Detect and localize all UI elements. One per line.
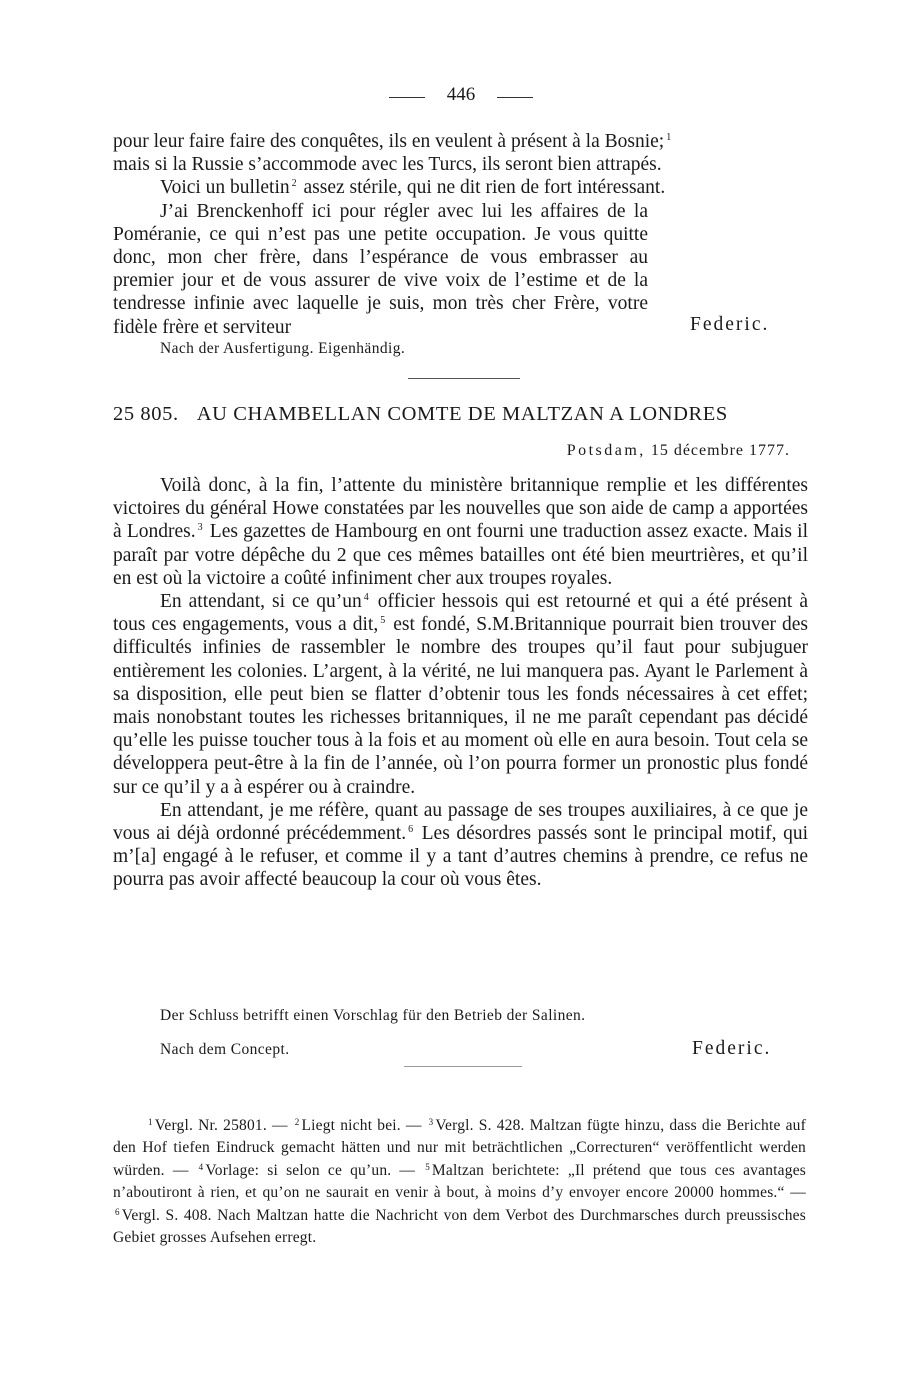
letter-date: 15 décembre 1777.: [650, 442, 790, 459]
letter2-summary-note: Der Schluss betrifft einen Vorschlag für den Betrieb der Salinen.: [160, 1007, 586, 1024]
letter1-line1: pour leur faire faire des conquêtes, ils en veulent à présent à la Bosnie; $^1$ mais si la Russie s’accommode avec les Turcs, ils seront bien attrapés.: [113, 131, 672, 176]
letter-number: 25 805.: [113, 403, 179, 425]
letter1-body: [113, 130, 808, 339]
letter1-paragraph-bulletin: Voici un bulletin $^2$ assez stérile, qui ne dit rien de fort intéressant.: [160, 177, 666, 199]
footnote-mark: 6: [408, 824, 414, 836]
footnote-3: Vergl. S. 428. Maltzan fügte hinzu, dass die Berichte auf den Hof tiefen Eindruck gemacht hätten und nur mit beträchtlichen „Correcturen“ veröffentlicht werden würden. —: [113, 1117, 806, 1179]
footnote-1: Vergl. Nr. 25801. —: [154, 1117, 288, 1134]
letter1-signature: Federic.: [690, 314, 770, 335]
footnote-6: Vergl. S. 408. Nach Maltzan hatte die Nachricht von dem Verbot des Durchmarsches durch preussisches Gebiet grosses Aufsehen erregt.: [113, 1206, 806, 1247]
letter2-source-note: Nach dem Concept.: [160, 1041, 290, 1058]
footnote-2: Liegt nicht bei. —: [301, 1117, 422, 1134]
letter-title: AU CHAMBELLAN COMTE DE MALTZAN A LONDRES: [196, 403, 728, 425]
letter-place: Potsdam,: [566, 442, 646, 459]
page-number: 446: [446, 84, 476, 105]
letter2-dateline: [430, 442, 790, 460]
footnote-mark: 4: [363, 592, 369, 604]
footnote-mark: 5: [380, 615, 386, 627]
footnotes: $^1$ Vergl. Nr. 25801. — $^2$ Liegt nicht bei. — $^3$ Vergl. S. 428. Maltzan fügte hinzu, dass die Berichte auf den Hof tiefen Eindruck gemacht hätten und nur mit beträchtlichen „Correcturen“ veröffentlicht werden würden. — $^4$ Vorlage: si selon ce qu’un. — $^5$ Maltzan berichtete: „Il prétend que tous ces avantages n’aboutiront à rien, et qu’on ne saurait en venir à bout, à moins d’y envoyer encore 20000 hommes.“ — $^6$ Vergl. S. 408. Nach Maltzan hatte die Nachricht von dem Verbot des Durchmarsches durch preussisches Gebiet grosses Aufsehen erregt.: [113, 1117, 807, 1247]
letter2-paragraph-3: En attendant, je me réfère, quant au passage de ses troupes auxiliaires, à ce que je vous ai déjà ordonné précédemment. $^6$ Les désordres passés sont le principal motif, qui m’[a] engagé à le refuser, et comme il y a tant d’autres chemins à prendre, ce refus ne pourra pas avoir affecté beaucoup la cour où vous êtes.: [113, 799, 809, 891]
footnote-mark: 2: [291, 178, 297, 190]
letter2-signature: Federic.: [692, 1038, 772, 1059]
footnote-5: Maltzan berichtete: „Il prétend que tous ces avantages n’aboutiront à rien, et qu’on ne saurait en venir à bout, à moins d’y envoyer encore 20000 hommes.“ —: [113, 1161, 807, 1202]
header-dash-right: [497, 97, 533, 98]
letter2-body: [113, 474, 808, 892]
page-header: [386, 84, 536, 110]
footnote-mark: 3: [197, 522, 203, 534]
section-divider: [408, 378, 520, 379]
letter2-paragraph-1: Voilà donc, à la fin, l’attente du ministère britannique remplie et les différentes victoires du général Howe constatées par les nouvelles que son aide de camp a apportées à Londres. $^3$ Les gazettes de Hambourg en ont fourni une traduction assez exacte. Mais il paraît par votre dépêche du 2 que ces mêmes batailles ont été bien meurtrières, et qu’il en est où la victoire a coûté infiniment cher aux troupes royales.: [113, 475, 809, 589]
letter1-paragraph-closing: J’ai Brenckenhoff ici pour régler avec lui les affaires de la Poméranie, ce qui n’est pas une petite occupation. Je vous quitte donc, mon cher frère, dans l’espérance de vous embrasser au premier jour et de vous assurer de vive voix de l’estime et de la tendresse infinie avec laquelle je suis, mon très cher Frère, votre fidèle frère et serviteur: [113, 200, 648, 338]
footnote-mark: 1: [666, 132, 672, 143]
footnote-divider: [404, 1066, 522, 1067]
footnote-4: Vorlage: si selon ce qu’un. —: [205, 1161, 416, 1179]
letter2-heading: [113, 403, 813, 426]
letter1-source-note: Nach der Ausfertigung. Eigenhändig.: [160, 340, 406, 357]
letter2-paragraph-2: En attendant, si ce qu’un $^4$ officier hessois qui est retourné et qui a été présent à tous ces engagements, vous a dit, $^5$ est fondé, S.M.Britannique pourrait bien trouver des difficultés infinies de rassembler le nombre des troupes qu’il faut pour subjuguer entièrement les colonies. L’argent, à la vérité, ne lui manquera pas. Ayant le Parlement à sa disposition, elle peut bien se flatter d’obtenir tous les fonds nécessaires à cet effet; mais nonobstant toutes les richesses britanniques, il ne me paraît cependant pas décidé qu’elle les puisse toucher tous à la fois et au moment où elle en aura besoin. Tout cela se développera peut-être à la fin de l’année, où l’on pourra former un pronostic plus fondé sur ce qu’il y a à espérer ou à craindre.: [113, 591, 809, 798]
